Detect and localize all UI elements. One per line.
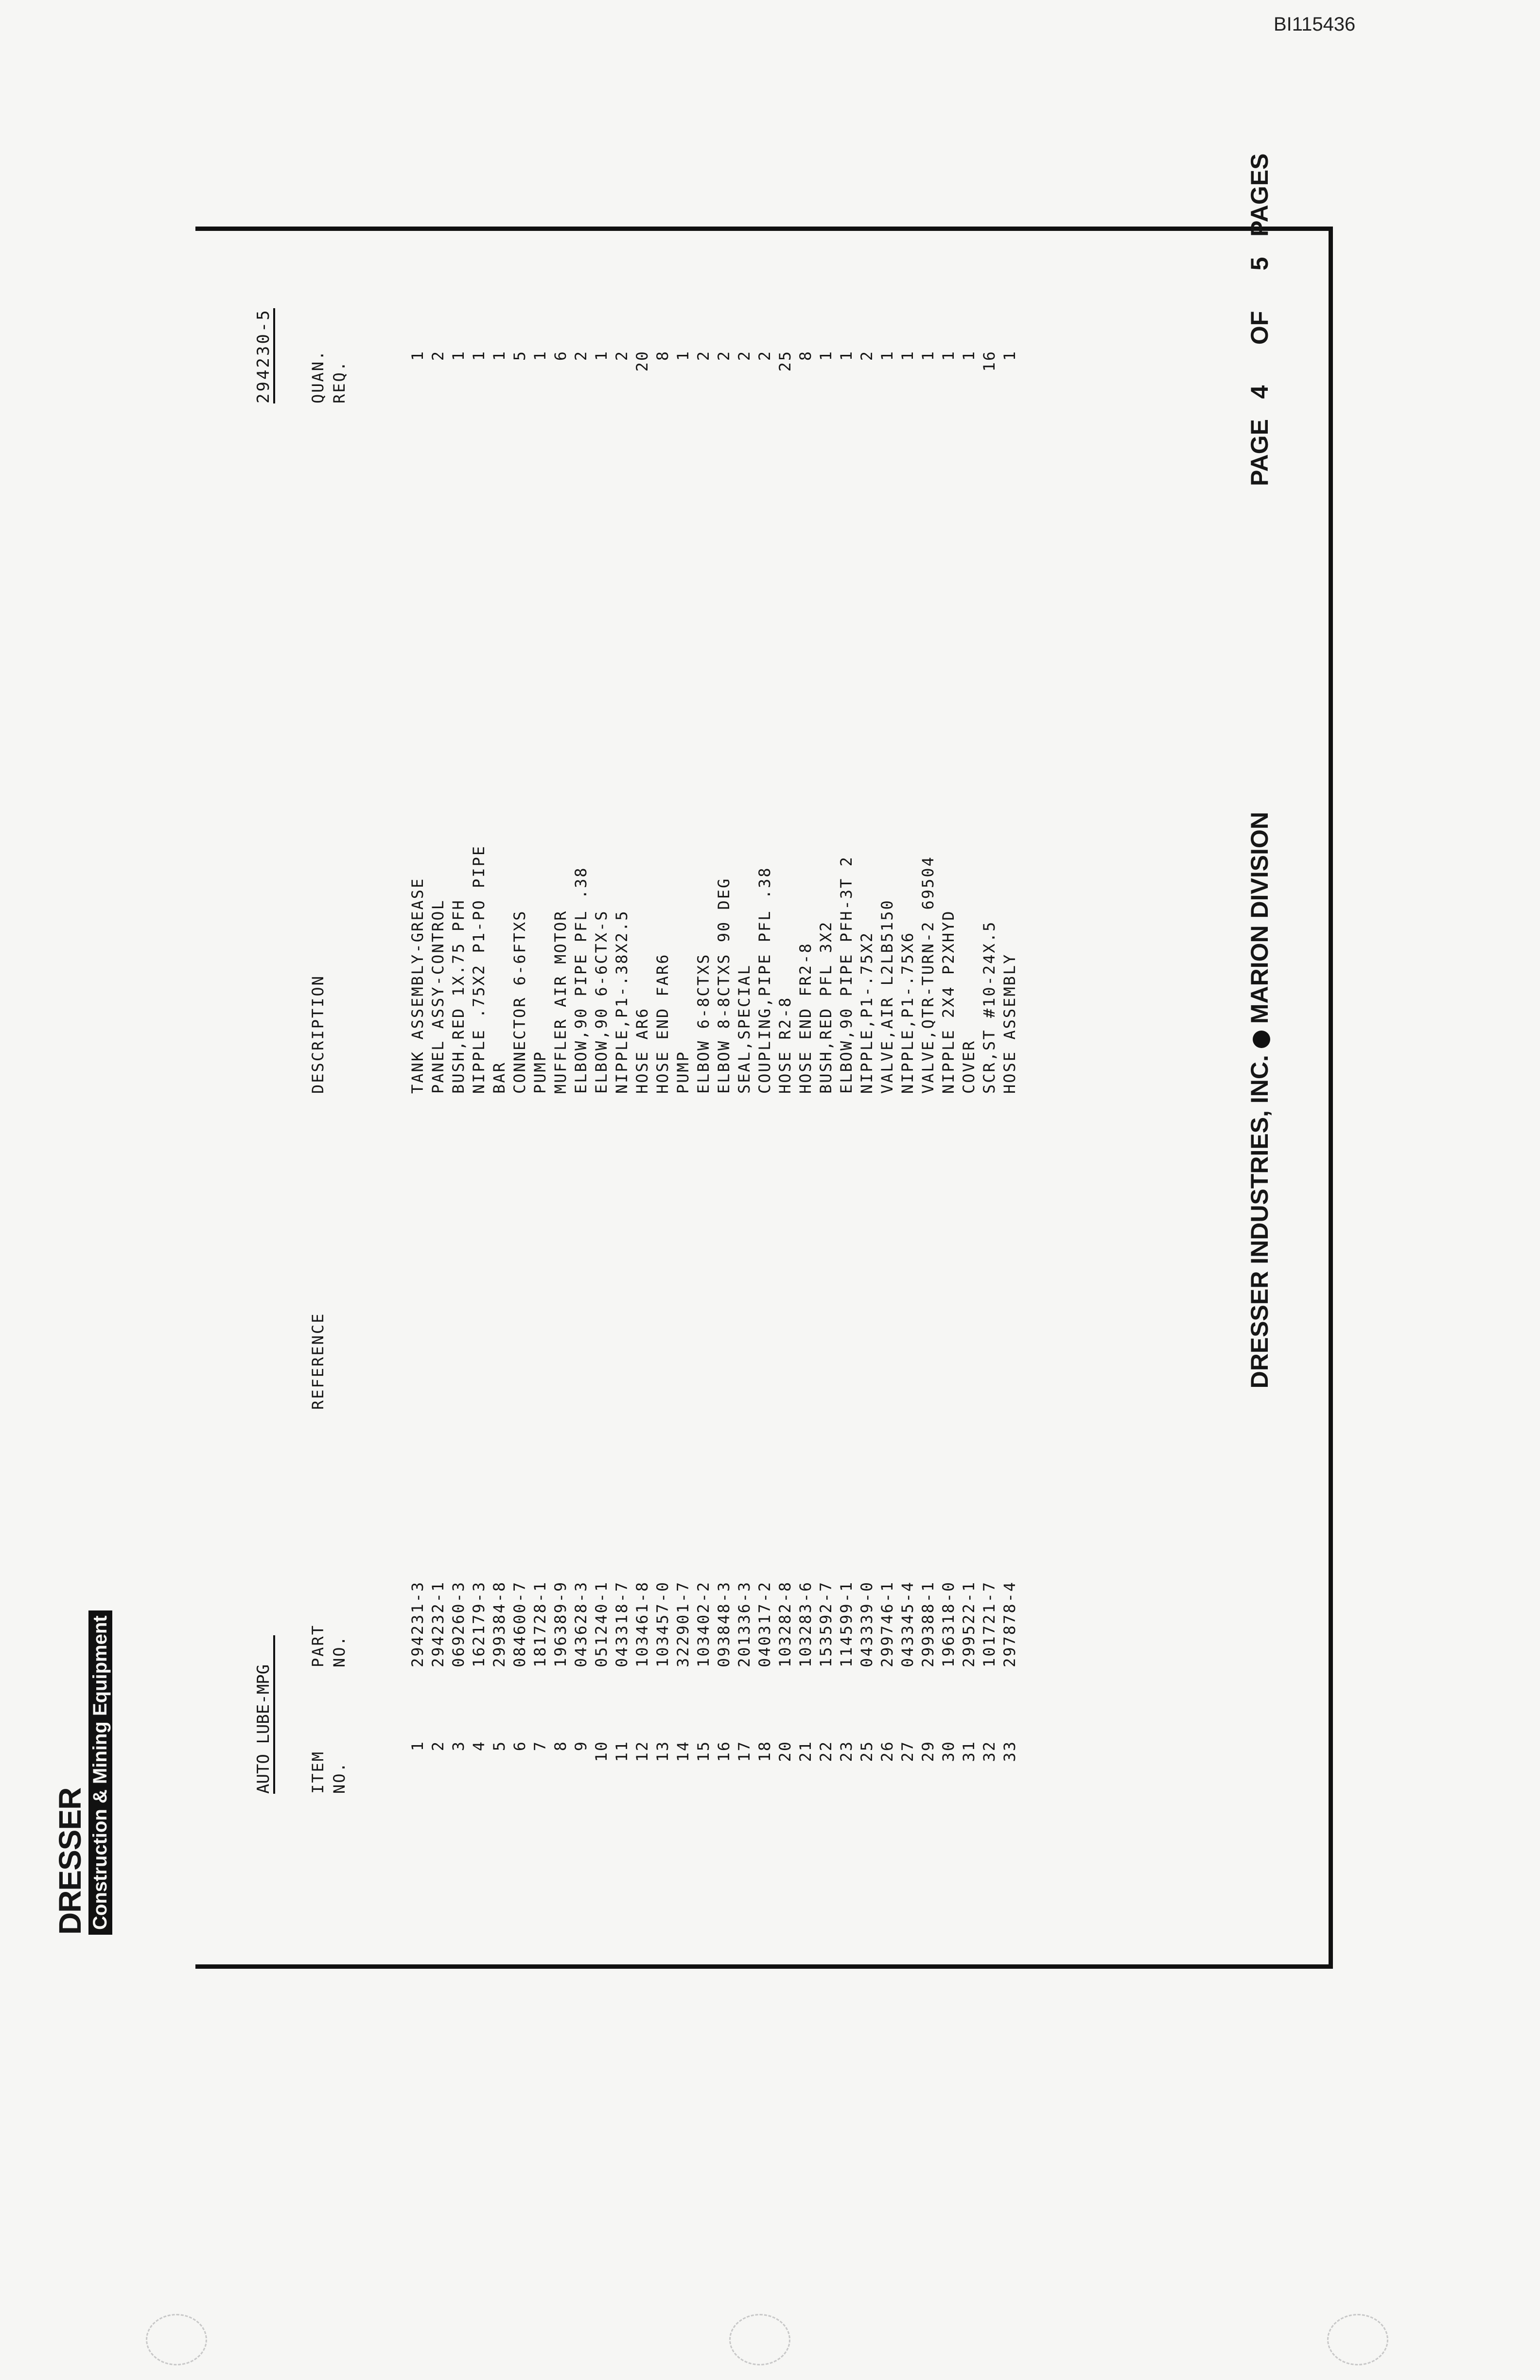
item-number: 21 xyxy=(796,1740,815,1762)
description: COVER xyxy=(960,1039,978,1094)
description: BUSH,RED PFL 3X2 xyxy=(817,920,835,1094)
part-number: 051240-1 xyxy=(592,1580,611,1667)
description: PANEL ASSY-CONTROL xyxy=(429,899,447,1094)
item-number: 10 xyxy=(592,1740,611,1762)
header-quantity: QUAN. REQ. xyxy=(309,349,349,403)
rotated-parts-list xyxy=(52,153,1333,1969)
part-number: 196318-0 xyxy=(939,1580,958,1667)
description: HOSE END FR2-8 xyxy=(796,942,815,1094)
division-name: MARION DIVISION xyxy=(1246,812,1273,1024)
header-reference: REFERENCE xyxy=(309,1312,327,1410)
part-number: 101721-7 xyxy=(980,1580,998,1667)
of-label: OF xyxy=(1246,311,1273,345)
quantity: 20 xyxy=(633,350,651,372)
footer-company xyxy=(1245,812,1274,1570)
description: MUFFLER AIR MOTOR xyxy=(551,910,570,1094)
item-number: 26 xyxy=(878,1740,896,1762)
quantity: 6 xyxy=(551,350,570,361)
quantity: 25 xyxy=(776,350,794,372)
description: ELBOW 8-8CTXS 90 DEG xyxy=(715,877,733,1094)
quantity: 2 xyxy=(429,350,447,361)
item-number: 17 xyxy=(735,1740,753,1762)
quantity: 2 xyxy=(755,350,774,361)
part-number: 297878-4 xyxy=(1000,1580,1019,1667)
quantity: 5 xyxy=(510,350,529,361)
logo-subtitle: Construction & Mining Equipment xyxy=(88,1610,112,1935)
part-number: 040317-2 xyxy=(755,1580,774,1667)
description: SEAL,SPECIAL xyxy=(735,963,753,1094)
item-number: 20 xyxy=(776,1740,794,1762)
quantity: 2 xyxy=(858,350,876,361)
quantity: 1 xyxy=(878,350,896,361)
item-number: 25 xyxy=(858,1740,876,1762)
quantity: 8 xyxy=(653,350,672,361)
part-number: 322901-7 xyxy=(674,1580,692,1667)
description: BAR xyxy=(490,1061,508,1094)
description: HOSE R2-8 xyxy=(776,996,794,1094)
document-number: 294230-5 xyxy=(254,308,275,403)
description: TANK ASSEMBLY-GREASE xyxy=(408,877,427,1094)
punch-hole xyxy=(729,2314,790,2365)
quantity: 1 xyxy=(449,350,468,361)
bullet-icon xyxy=(1253,1031,1270,1048)
item-number: 12 xyxy=(633,1740,651,1762)
header-part-no: PART NO. xyxy=(309,1624,349,1667)
quantity: 1 xyxy=(1000,350,1019,361)
item-number: 11 xyxy=(612,1740,631,1762)
description: VALVE,AIR L2LB5150 xyxy=(878,899,896,1094)
list-title: AUTO LUBE-MPG xyxy=(254,1635,275,1794)
description: ELBOW 6-8CTXS xyxy=(694,953,713,1094)
item-number: 13 xyxy=(653,1740,672,1762)
item-number: 23 xyxy=(837,1740,856,1762)
item-number: 15 xyxy=(694,1740,713,1762)
description: VALVE,QTR-TURN-2 69504 xyxy=(919,856,937,1094)
part-number: 181728-1 xyxy=(531,1580,549,1667)
item-number: 16 xyxy=(715,1740,733,1762)
item-number: 31 xyxy=(960,1740,978,1762)
description: HOSE ASSEMBLY xyxy=(1000,953,1019,1094)
item-number: 5 xyxy=(490,1740,508,1751)
quantity: 16 xyxy=(980,350,998,372)
punch-hole xyxy=(146,2314,207,2365)
description: SCR,ST #10-24X.5 xyxy=(980,920,998,1094)
quantity: 1 xyxy=(592,350,611,361)
description: HOSE AR6 xyxy=(633,1007,651,1094)
description: ELBOW,90 PIPE PFH-3T 2 xyxy=(837,856,856,1094)
item-number: 29 xyxy=(919,1740,937,1762)
description: BUSH,RED 1X.75 PFH xyxy=(449,899,468,1094)
quantity: 1 xyxy=(837,350,856,361)
part-number: 299388-1 xyxy=(919,1580,937,1667)
item-number: 27 xyxy=(898,1740,917,1762)
punch-hole xyxy=(1327,2314,1388,2365)
part-number: 196389-9 xyxy=(551,1580,570,1667)
quantity: 1 xyxy=(817,350,835,361)
part-number: 103402-2 xyxy=(694,1580,713,1667)
company-name: DRESSER INDUSTRIES, INC. xyxy=(1246,1055,1273,1389)
document-id: BI115436 xyxy=(1274,14,1356,35)
description: ELBOW,90 6-6CTX-S xyxy=(592,910,611,1094)
item-number: 1 xyxy=(408,1740,427,1751)
item-number: 18 xyxy=(755,1740,774,1762)
part-number: 084600-7 xyxy=(510,1580,529,1667)
description: NIPPLE,P1-.38X2.5 xyxy=(612,910,631,1094)
quantity: 8 xyxy=(796,350,815,361)
quantity: 2 xyxy=(612,350,631,361)
total-pages: 5 xyxy=(1246,257,1273,271)
description: PUMP xyxy=(674,1050,692,1094)
part-number: 043345-4 xyxy=(898,1580,917,1667)
quantity: 2 xyxy=(715,350,733,361)
page-indicator xyxy=(1245,154,1274,487)
item-number: 6 xyxy=(510,1740,529,1751)
part-number: 093848-3 xyxy=(715,1580,733,1667)
part-number: 114599-1 xyxy=(837,1580,856,1667)
quantity: 1 xyxy=(408,350,427,361)
dresser-logo xyxy=(54,1610,112,1935)
quantity: 1 xyxy=(939,350,958,361)
quantity: 1 xyxy=(898,350,917,361)
part-number: 043339-0 xyxy=(858,1580,876,1667)
description: HOSE END FAR6 xyxy=(653,953,672,1094)
page-label: PAGE xyxy=(1246,419,1273,486)
part-number: 299746-1 xyxy=(878,1580,896,1667)
item-number: 30 xyxy=(939,1740,958,1762)
page-number: 4 xyxy=(1246,385,1273,399)
logo-title: DRESSER xyxy=(52,1787,88,1935)
item-number: 2 xyxy=(429,1740,447,1751)
quantity: 1 xyxy=(531,350,549,361)
description: NIPPLE 2X4 P2XHYD xyxy=(939,910,958,1094)
part-number: 069260-3 xyxy=(449,1580,468,1667)
quantity: 1 xyxy=(919,350,937,361)
quantity: 2 xyxy=(735,350,753,361)
quantity: 1 xyxy=(490,350,508,361)
description: CONNECTOR 6-6FTXS xyxy=(510,910,529,1094)
header-item-no: ITEM NO. xyxy=(309,1750,349,1794)
part-number: 043628-3 xyxy=(572,1580,590,1667)
item-number: 32 xyxy=(980,1740,998,1762)
quantity: 2 xyxy=(694,350,713,361)
part-number: 153592-7 xyxy=(817,1580,835,1667)
item-number: 3 xyxy=(449,1740,468,1751)
quantity: 2 xyxy=(572,350,590,361)
item-number: 4 xyxy=(470,1740,488,1751)
description: NIPPLE .75X2 P1-PO PIPE xyxy=(470,844,488,1094)
item-number: 7 xyxy=(531,1740,549,1751)
header-description: DESCRIPTION xyxy=(309,975,327,1094)
quantity: 1 xyxy=(674,350,692,361)
part-number: 294232-1 xyxy=(429,1580,447,1667)
quantity: 1 xyxy=(960,350,978,361)
description: COUPLING,PIPE PFL .38 xyxy=(755,866,774,1094)
part-number: 043318-7 xyxy=(612,1580,631,1667)
description: ELBOW,90 PIPE PFL .38 xyxy=(572,866,590,1094)
description: PUMP xyxy=(531,1050,549,1094)
part-number: 201336-3 xyxy=(735,1580,753,1667)
part-number: 299522-1 xyxy=(960,1580,978,1667)
description: NIPPLE,P1-.75X2 xyxy=(858,931,876,1094)
item-number: 14 xyxy=(674,1740,692,1762)
part-number: 294231-3 xyxy=(408,1580,427,1667)
description: NIPPLE,P1-.75X6 xyxy=(898,931,917,1094)
part-number: 103461-8 xyxy=(633,1580,651,1667)
pages-label: PAGES xyxy=(1246,153,1273,237)
item-number: 9 xyxy=(572,1740,590,1751)
part-number: 103283-6 xyxy=(796,1580,815,1667)
part-number: 103457-0 xyxy=(653,1580,672,1667)
part-number: 162179-3 xyxy=(470,1580,488,1667)
item-number: 33 xyxy=(1000,1740,1019,1762)
item-number: 22 xyxy=(817,1740,835,1762)
part-number: 299384-8 xyxy=(490,1580,508,1667)
part-number: 103282-8 xyxy=(776,1580,794,1667)
quantity: 1 xyxy=(470,350,488,361)
item-number: 8 xyxy=(551,1740,570,1751)
